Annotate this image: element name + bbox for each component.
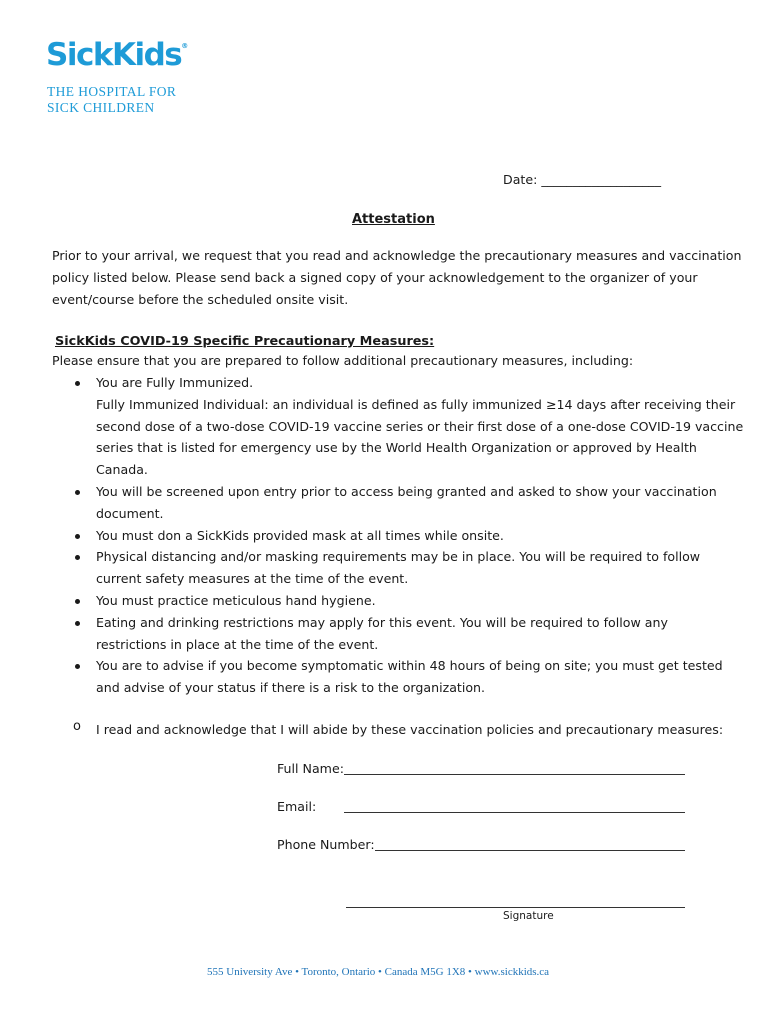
list-item-text: You are to advise if you become symptomatic within 48 hours of being on site; you must get tested	[96, 658, 723, 674]
acknowledge-checkbox[interactable]: o	[73, 719, 81, 734]
bullet-icon	[75, 621, 80, 626]
list-item	[0, 525, 743, 547]
list-item-text: restrictions in place at the time of the event.	[96, 636, 379, 652]
bullet-icon	[75, 555, 80, 560]
signature-field[interactable]	[346, 907, 685, 908]
list-item-text: and advise of your status if there is a risk to the organization.	[96, 680, 486, 696]
list-item-text: You must practice meticulous hand hygiene.	[96, 592, 376, 608]
list-item-text: Eating and drinking restrictions may apply for this event. You will be required to follow any	[96, 614, 668, 630]
list-item-text: Fully Immunized Individual: an individual is defined as fully immunized ≥14 days after receiving their	[96, 396, 736, 412]
list-item	[0, 546, 743, 590]
list-item-text: series that is listed for emergency use by the World Health Organization or approved by Health	[96, 440, 697, 456]
acknowledge-text: I read and acknowledge that I will abide by these vaccination policies and precautionary measures:	[96, 722, 724, 737]
list-item	[0, 590, 743, 612]
logo-text: SickKids	[46, 37, 182, 73]
hospital-name	[47, 84, 176, 116]
bullet-icon	[75, 599, 80, 604]
measures-list	[0, 372, 743, 699]
footer-address: 555 University Ave • Toronto, Ontario • Canada M5G 1X8 • www.sickkids.ca	[207, 966, 550, 978]
phone-label: Phone Number:	[277, 837, 375, 852]
intro-line: policy listed below. Please send back a signed copy of your acknowledgement to the organizer of your	[52, 269, 698, 285]
list-item-text: Canada.	[96, 462, 148, 478]
intro-paragraph	[52, 245, 742, 310]
bullet-icon	[75, 534, 80, 539]
email-label: Email:	[277, 799, 317, 814]
signature-label: Signature	[503, 910, 554, 922]
list-item	[0, 655, 743, 699]
hospital-name-line2: SICK CHILDREN	[47, 100, 155, 115]
registered-mark: ®	[181, 42, 189, 50]
page-title: Attestation	[352, 212, 435, 227]
intro-line: event/course before the scheduled onsite visit.	[52, 291, 349, 307]
list-item-text: You will be screened upon entry prior to access being granted and asked to show your vaccination	[96, 483, 717, 499]
full-name-label: Full Name:	[277, 761, 344, 776]
bullet-icon	[75, 381, 80, 386]
phone-field[interactable]	[375, 850, 685, 851]
measures-heading: SickKids COVID-19 Specific Precautionary Measures:	[55, 334, 435, 349]
date-field[interactable]: Date: ___________________	[503, 172, 661, 187]
list-item	[0, 372, 743, 481]
email-field[interactable]	[344, 812, 685, 813]
sickkids-logo	[46, 37, 189, 73]
list-item-text: document.	[96, 505, 164, 521]
intro-line: Prior to your arrival, we request that you read and acknowledge the precautionary measures and vaccination	[52, 248, 742, 263]
measures-intro: Please ensure that you are prepared to follow additional precautionary measures, including:	[52, 353, 634, 368]
list-item	[0, 612, 743, 656]
list-item-text: Physical distancing and/or masking requirements may be in place. You will be required to follow	[96, 549, 701, 565]
list-item-text: current safety measures at the time of the event.	[96, 571, 409, 587]
full-name-field[interactable]	[344, 774, 685, 775]
list-item-text: You must don a SickKids provided mask at all times while onsite.	[96, 527, 504, 543]
list-item	[0, 481, 743, 525]
hospital-name-line1: THE HOSPITAL FOR	[47, 84, 177, 99]
list-item-text: You are Fully Immunized.	[96, 375, 254, 390]
bullet-icon	[75, 490, 80, 495]
bullet-icon	[75, 664, 80, 669]
list-item-text: second dose of a two-dose COVID-19 vaccine series or their first dose of a one-dose COVID-19 vaccine	[96, 418, 744, 434]
